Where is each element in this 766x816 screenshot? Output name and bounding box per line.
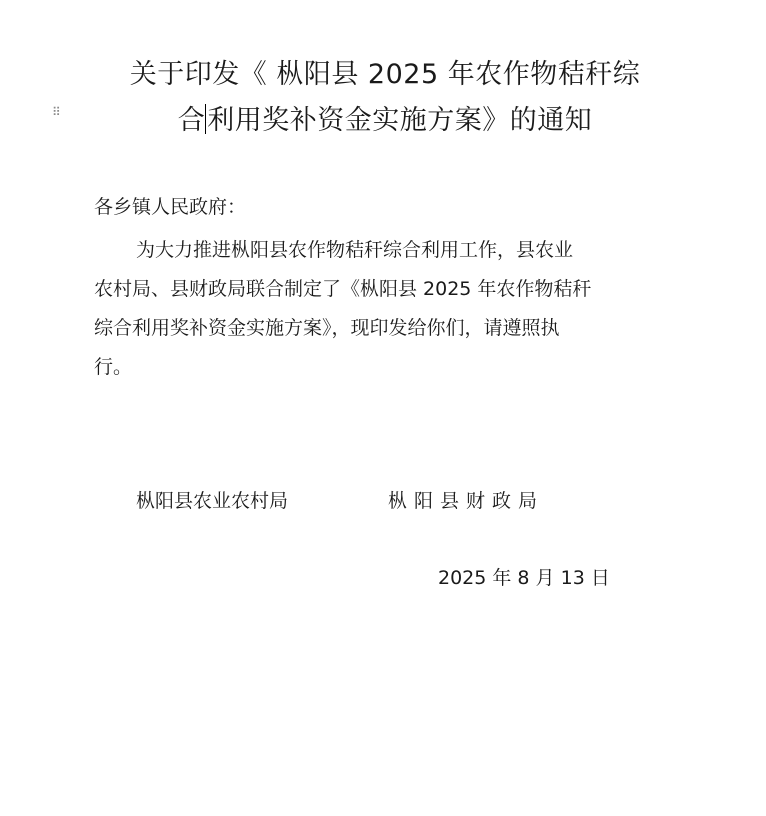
signature-finance-bureau: 枞阳县财政局 (388, 490, 545, 512)
title-line-1: 关于印发《 枞阳县 2025 年农作物秸秆综 (129, 59, 641, 90)
title-line-2-start: 合 (177, 105, 206, 136)
title-line-2 (90, 98, 680, 144)
body-line: 农村局、县财政局联合制定了《枞阳县 2025 年农作物秸秆 (94, 278, 592, 300)
drag-handle-icon[interactable]: ⠿ (52, 105, 62, 119)
body-paragraph (94, 231, 654, 387)
body-line: 行。 (94, 356, 133, 378)
body-line: 综合利用奖补资金实施方案》，现印发给你们，请遵照执 (94, 317, 560, 339)
title-line-2-rest: 利用奖补资金实施方案》的通知 (207, 105, 593, 136)
body-line: 为大力推进枞阳县农作物秸秆综合利用工作，县农业 (136, 239, 574, 261)
signature-agriculture-bureau: 枞阳县农业农村局 (136, 490, 289, 512)
document-date: 2025 年 8 月 13 日 (438, 567, 610, 589)
document-title (90, 52, 680, 144)
salutation: 各乡镇人民政府： (94, 196, 247, 218)
